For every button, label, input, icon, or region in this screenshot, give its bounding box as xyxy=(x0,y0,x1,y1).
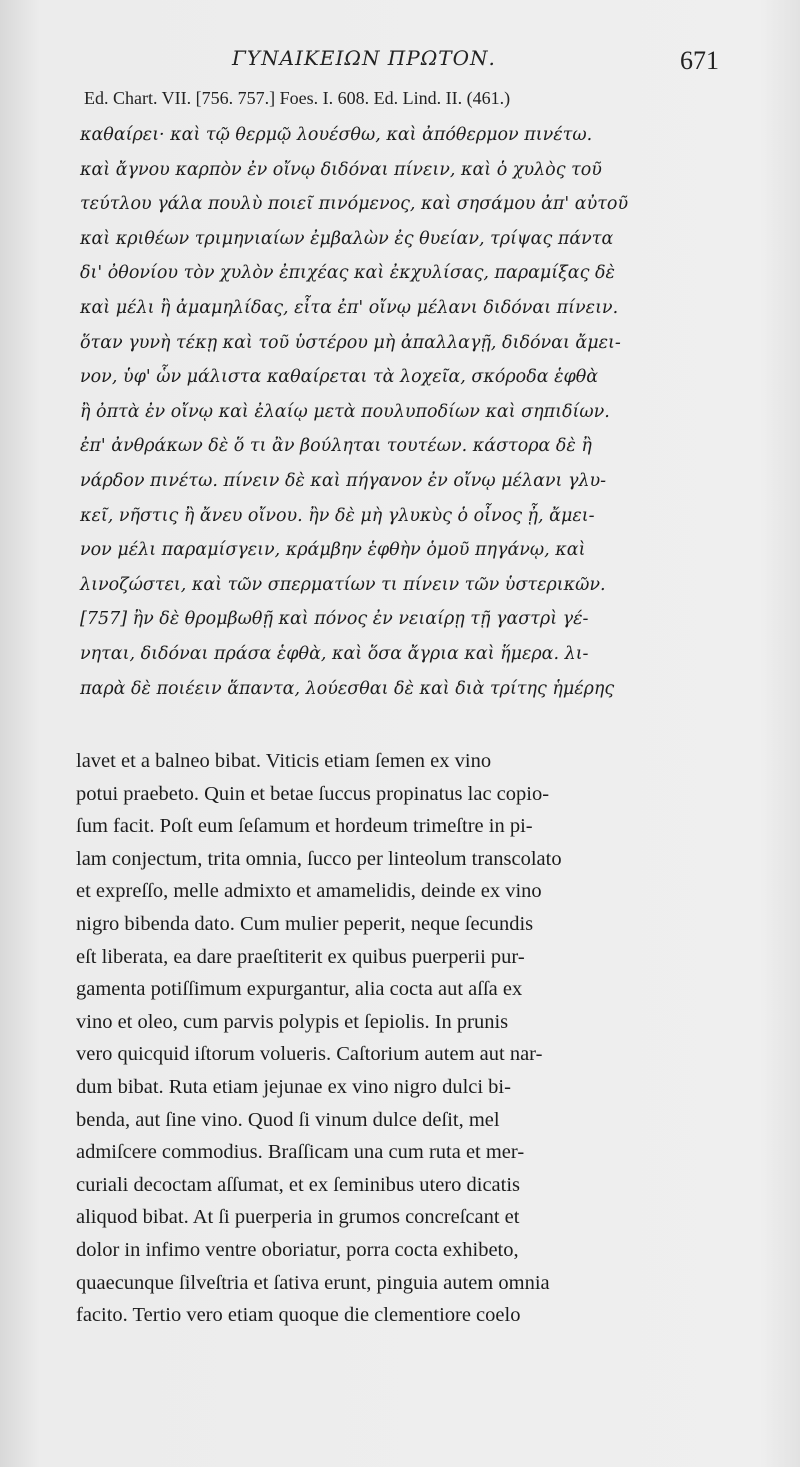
greek-line: δι' ὀθονίου τὸν χυλὸν ἐπιχέας καὶ ἐκχυλίσας, παραμίξας δὲ xyxy=(80,263,615,284)
greek-text-block xyxy=(80,118,770,706)
greek-line: νον μέλι παραμίσγειν, κράμβην ἑφθὴν ὁμοῦ πηγάνῳ, καὶ xyxy=(80,540,586,561)
greek-line: παρὰ δὲ ποιέειν ἅπαντα, λούεσθαι δὲ καὶ διὰ τρίτης ἡμέρης xyxy=(80,678,615,699)
latin-line: vero quicquid iſtorum volueris. Caſtorium autem aut nar- xyxy=(76,1043,543,1066)
running-title: ΓΥΝΑΙΚΕΙΩΝ ΠΡΩΤΟΝ. xyxy=(232,46,496,70)
greek-line: νάρδον πινέτω. πίνειν δὲ καὶ πήγανον ἐν οἴνῳ μέλανι γλυ- xyxy=(80,470,607,491)
latin-line: gamenta potiſſimum expurgantur, alia cocta aut aſſa ex xyxy=(76,978,523,1001)
latin-line: nigro bibenda dato. Cum mulier peperit, neque ſecundis xyxy=(76,912,534,935)
latin-line: admiſcere commodius. Braſſicam una cum ruta et mer- xyxy=(76,1141,525,1164)
greek-line: καθαίρει· καὶ τῷ θερμῷ λουέσθω, καὶ ἀπόθερμον πινέτω. xyxy=(80,125,593,145)
greek-line: τεύτλου γάλα πουλὺ ποιεῖ πινόμενος, καὶ σησάμου ἀπ' αὐτοῦ xyxy=(80,194,629,215)
greek-line: ἐπ' ἀνθράκων δὲ ὅ τι ἂν βούληται τουτέων. κάστορα δὲ ἢ xyxy=(80,436,592,457)
greek-line: [757] ἢν δὲ θρομβωθῇ καὶ πόνος ἐν νειαίρῃ τῇ γαστρὶ γέ- xyxy=(80,609,589,630)
edition-reference-line: Ed. Chart. VII. [756. 757.] Foes. I. 608. Ed. Lind. II. (461.) xyxy=(84,88,511,108)
latin-line: benda, aut ſine vino. Quod ſi vinum dulce deſit, mel xyxy=(76,1108,500,1131)
latin-line: lavet et a balneo bibat. Viticis etiam ſemen ex vino xyxy=(76,750,492,772)
greek-line: ἢ ὀπτὰ ἐν οἴνῳ καὶ ἐλαίῳ μετὰ πουλυποδίων καὶ σηπιδίων. xyxy=(80,401,610,422)
latin-line: vino et oleo, cum parvis polypis et ſepiolis. In prunis xyxy=(76,1010,509,1033)
latin-line: et expreſſo, melle admixto et amamelidis, deinde ex vino xyxy=(76,880,542,903)
latin-text-block xyxy=(76,745,766,1332)
greek-line: καὶ ἄγνου καρπὸν ἐν οἴνῳ διδόναι πίνειν, καὶ ὁ χυλὸς τοῦ xyxy=(80,159,602,180)
latin-line: aliquod bibat. At ſi puerperia in grumos concreſcant et xyxy=(76,1206,520,1229)
latin-line: dum bibat. Ruta etiam jejunae ex vino nigro dulci bi- xyxy=(76,1075,511,1098)
latin-line: dolor in infimo ventre oboriatur, porra cocta exhibeto, xyxy=(76,1238,519,1261)
greek-line: καὶ μέλι ἢ ἀμαμηλίδας, εἶτα ἐπ' οἴνῳ μέλανι διδόναι πίνειν. xyxy=(80,297,619,318)
latin-line: potui praebeto. Quin et betae ſuccus propinatus lac copio- xyxy=(76,782,550,805)
greek-line: λινοζώστει, καὶ τῶν σπερματίων τι πίνειν τῶν ὑστερικῶν. xyxy=(80,574,606,595)
greek-line: νον, ὑφ' ὧν μάλιστα καθαίρεται τὰ λοχεῖα, σκόροδα ἑφθὰ xyxy=(80,367,599,388)
latin-line: lam conjectum, trita omnia, ſucco per linteolum transcolato xyxy=(76,847,562,870)
greek-line: νηται, διδόναι πράσα ἑφθὰ, καὶ ὅσα ἄγρια καὶ ἥμερα. λι- xyxy=(80,643,589,664)
latin-line: ſum facit. Poſt eum ſeſamum et hordeum trimeſtre in pi- xyxy=(76,815,533,838)
latin-line: curiali decoctam aſſumat, et ex ſeminibus utero dicatis xyxy=(76,1173,521,1196)
latin-line: quaecunque ſilveſtria et ſativa erunt, pinguia autem omnia xyxy=(76,1271,550,1294)
greek-line: κεῖ, νῆστις ἢ ἄνευ οἴνου. ἢν δὲ μὴ γλυκὺς ὁ οἶνος ᾖ, ἄμει- xyxy=(80,505,595,526)
page-number: 671 xyxy=(680,46,719,75)
latin-line: eſt liberata, ea dare praeſtiterit ex quibus puerperii pur- xyxy=(76,945,525,968)
latin-line: facito. Tertio vero etiam quoque die clementiore coelo xyxy=(76,1304,521,1327)
greek-line: ὅταν γυνὴ τέκῃ καὶ τοῦ ὑστέρου μὴ ἀπαλλαγῇ, διδόναι ἄμει- xyxy=(80,332,621,353)
greek-line: καὶ κριθέων τριμηνιαίων ἐμβαλὼν ἐς θυείαν, τρίψας πάντα xyxy=(80,228,614,249)
